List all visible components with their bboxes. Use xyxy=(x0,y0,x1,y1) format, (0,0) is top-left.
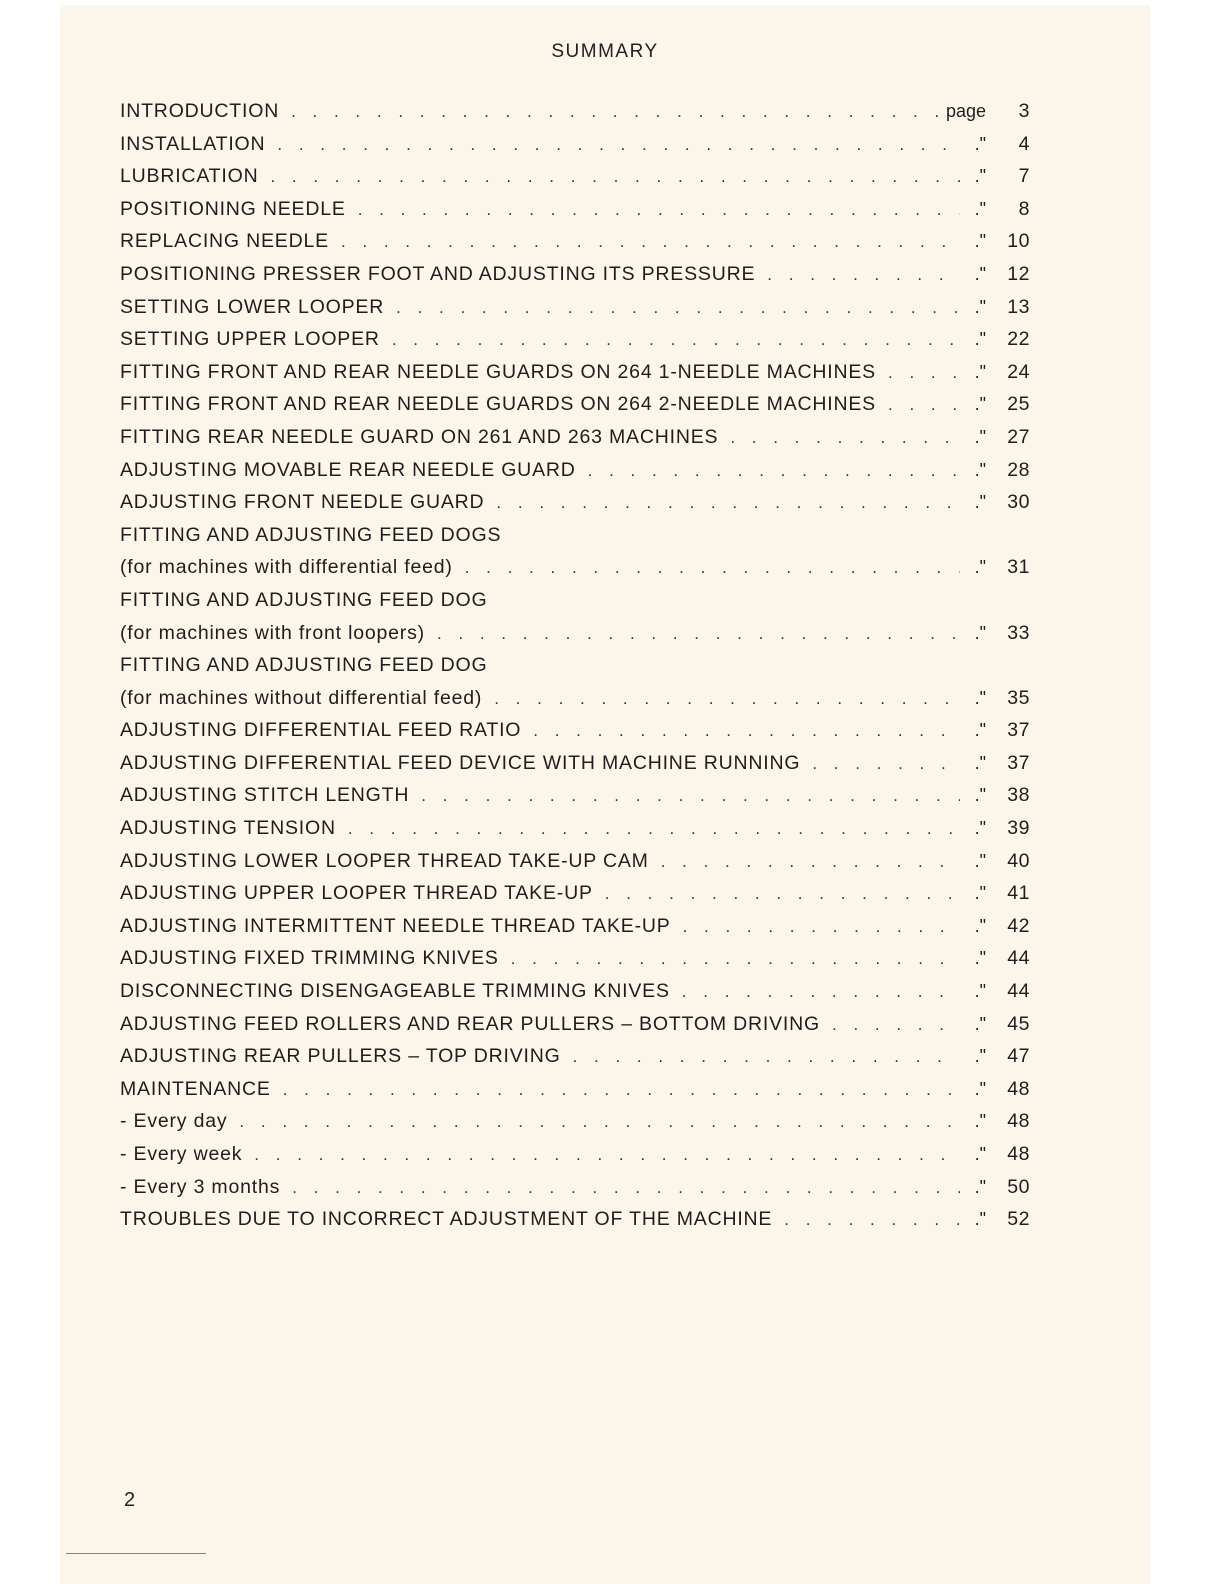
toc-entry xyxy=(120,524,1030,557)
toc-page-number: 30 xyxy=(1007,491,1030,514)
toc-entry-title: ADJUSTING DIFFERENTIAL FEED DEVICE WITH MACHINE RUNNING xyxy=(120,751,801,774)
toc-page-prefix: ." xyxy=(974,492,986,513)
dot-leader xyxy=(396,298,960,318)
toc-page-number: 24 xyxy=(1007,360,1030,383)
toc-entry xyxy=(120,1110,1030,1143)
toc-entry xyxy=(120,654,1030,687)
page-number: 2 xyxy=(124,1489,136,1511)
dot-leader xyxy=(277,135,960,155)
toc-entry xyxy=(120,459,1030,492)
toc-entry-title: FITTING FRONT AND REAR NEEDLE GUARDS ON 264 1-NEEDLE MACHINES xyxy=(120,360,876,383)
toc-page-number: 33 xyxy=(1007,621,1030,644)
toc-page-number: 50 xyxy=(1007,1175,1030,1198)
toc-page-number: 40 xyxy=(1007,849,1030,872)
dot-leader xyxy=(533,721,960,741)
dot-leader xyxy=(812,754,960,774)
dot-leader xyxy=(682,982,960,1002)
dot-leader xyxy=(605,884,960,904)
toc-page-number: 39 xyxy=(1007,817,1030,840)
dot-leader xyxy=(767,265,960,285)
toc-page-number: 35 xyxy=(1007,686,1030,709)
toc-entry xyxy=(120,817,1030,850)
toc-page-number: 13 xyxy=(1007,295,1030,318)
toc-page-number: 37 xyxy=(1007,751,1030,774)
toc-entry xyxy=(120,556,1030,589)
dot-leader xyxy=(421,786,960,806)
dot-leader xyxy=(239,1112,960,1132)
toc-page-prefix: ." xyxy=(974,459,986,480)
toc-page-prefix: ." xyxy=(974,166,986,187)
dot-leader xyxy=(341,232,960,252)
toc-page-number: 7 xyxy=(1018,165,1030,188)
toc-page-number: 48 xyxy=(1007,1110,1030,1133)
toc-entry xyxy=(120,622,1030,655)
toc-entry-title: (for machines with differential feed) xyxy=(120,556,453,579)
dot-leader xyxy=(358,200,960,220)
toc-page-prefix: ." xyxy=(974,1144,986,1164)
toc-page-prefix: ." xyxy=(974,426,986,447)
dot-leader xyxy=(511,949,960,969)
toc-page-prefix: ." xyxy=(974,296,986,317)
dot-leader xyxy=(292,1178,960,1198)
toc-entry-title: LUBRICATION xyxy=(120,165,259,188)
toc-entry xyxy=(120,328,1030,361)
toc-page-prefix: ." xyxy=(974,981,986,1002)
toc-page-number: 45 xyxy=(1007,1012,1030,1035)
toc-entry-title: - Every week xyxy=(120,1143,243,1165)
toc-page-prefix: ." xyxy=(974,720,986,741)
dot-leader xyxy=(254,1145,960,1165)
toc-entry-title: - Every day xyxy=(120,1110,228,1133)
toc-entry xyxy=(120,784,1030,817)
dot-leader xyxy=(392,330,960,350)
toc-entry-title: FITTING AND ADJUSTING FEED DOGS xyxy=(120,523,502,546)
toc-entry xyxy=(120,263,1030,296)
toc-entry xyxy=(120,1013,1030,1046)
toc-page-prefix: ." xyxy=(974,752,986,773)
toc-entry-title: FITTING AND ADJUSTING FEED DOG xyxy=(120,588,488,611)
toc-page-prefix: ." xyxy=(974,263,986,284)
toc-page-number: 38 xyxy=(1007,784,1030,807)
toc-entry xyxy=(120,1208,1030,1241)
dot-leader xyxy=(661,852,960,872)
toc-entry-title: ADJUSTING FRONT NEEDLE GUARD xyxy=(120,491,485,514)
toc-page-number: 28 xyxy=(1007,458,1030,481)
toc-page-prefix: ." xyxy=(974,785,986,806)
toc-entry-title: ADJUSTING DIFFERENTIAL FEED RATIO xyxy=(120,719,522,742)
toc-page-number: 25 xyxy=(1007,393,1030,416)
toc-page-prefix: ." xyxy=(974,557,986,578)
toc-entry-title: ADJUSTING UPPER LOOPER THREAD TAKE-UP xyxy=(120,882,593,905)
toc-entry-title: FITTING FRONT AND REAR NEEDLE GUARDS ON 264 2-NEEDLE MACHINES xyxy=(120,393,876,416)
toc-page-prefix: ." xyxy=(974,850,986,871)
toc-page-prefix: ." xyxy=(974,818,986,839)
toc-page-number: 37 xyxy=(1007,719,1030,742)
dot-leader xyxy=(270,167,960,187)
toc-entry xyxy=(120,915,1030,948)
toc-entry xyxy=(120,133,1030,166)
dot-leader xyxy=(888,395,960,415)
toc-page-number: 12 xyxy=(1007,262,1030,285)
dot-leader xyxy=(573,1047,960,1067)
toc-entry xyxy=(120,198,1030,231)
footer-rule xyxy=(66,1553,206,1554)
dot-leader xyxy=(494,689,960,709)
toc-entry xyxy=(120,361,1030,394)
toc-entry-title: FITTING AND ADJUSTING FEED DOG xyxy=(120,654,488,677)
dot-leader xyxy=(291,102,942,122)
toc-entry-title: INSTALLATION xyxy=(120,132,266,155)
toc-page-number: 47 xyxy=(1007,1045,1030,1068)
toc-entry-title: ADJUSTING FEED ROLLERS AND REAR PULLERS – BOTTOM DRIVING xyxy=(120,1012,820,1035)
toc-entry-title: (for machines with front loopers) xyxy=(120,621,425,644)
toc-page-number: 31 xyxy=(1007,556,1030,579)
toc-page-prefix: ." xyxy=(974,1111,986,1132)
toc-entry-title: - Every 3 months xyxy=(120,1175,281,1198)
toc-entry-title: POSITIONING PRESSER FOOT AND ADJUSTING ITS PRESSURE xyxy=(120,262,756,285)
toc-page-prefix: ." xyxy=(974,883,986,904)
toc-page-prefix: ." xyxy=(974,948,986,969)
toc-page-prefix: ." xyxy=(974,1078,986,1099)
toc-entry-title: ADJUSTING FIXED TRIMMING KNIVES xyxy=(120,947,499,970)
toc-entry xyxy=(120,393,1030,426)
toc-entry xyxy=(120,1078,1030,1111)
toc-entry-title: SETTING UPPER LOOPER xyxy=(120,328,380,351)
toc-entry xyxy=(120,947,1030,980)
dot-leader xyxy=(465,558,960,578)
toc-page-number: 41 xyxy=(1007,882,1030,905)
toc-entry xyxy=(120,230,1030,263)
toc-entry-title: ADJUSTING STITCH LENGTH xyxy=(120,784,410,807)
dot-leader xyxy=(283,1080,960,1100)
toc-entry xyxy=(120,719,1030,752)
dot-leader xyxy=(437,624,960,644)
toc-entry-title: SETTING LOWER LOOPER xyxy=(120,295,385,318)
toc-page-prefix: ." xyxy=(974,1046,986,1067)
dot-leader xyxy=(348,819,960,839)
toc-page-number: 22 xyxy=(1007,328,1030,351)
table-of-contents xyxy=(120,100,1030,1241)
toc-entry-title: INTRODUCTION xyxy=(120,100,280,122)
toc-page-prefix: ." xyxy=(974,361,986,382)
toc-entry-title: ADJUSTING MOVABLE REAR NEEDLE GUARD xyxy=(120,458,576,481)
toc-page-number: 3 xyxy=(1018,100,1030,122)
toc-entry xyxy=(120,850,1030,883)
toc-page-prefix: ." xyxy=(974,1176,986,1197)
toc-entry xyxy=(120,980,1030,1013)
toc-entry-title: ADJUSTING REAR PULLERS – TOP DRIVING xyxy=(120,1045,561,1068)
toc-entry-title: ADJUSTING INTERMITTENT NEEDLE THREAD TAKE-UP xyxy=(120,914,671,937)
toc-entry-title: DISCONNECTING DISENGAGEABLE TRIMMING KNIVES xyxy=(120,980,670,1003)
toc-entry-title: FITTING REAR NEEDLE GUARD ON 261 AND 263 MACHINES xyxy=(120,425,719,448)
toc-page-number: 44 xyxy=(1007,980,1030,1003)
toc-page-number: 8 xyxy=(1018,197,1030,220)
toc-entry xyxy=(120,882,1030,915)
toc-page-prefix: ." xyxy=(974,231,986,252)
toc-entry xyxy=(120,100,1030,133)
dot-leader xyxy=(683,917,960,937)
dot-leader xyxy=(588,461,960,481)
dot-leader xyxy=(888,363,960,383)
toc-entry xyxy=(120,752,1030,785)
toc-page-number: 48 xyxy=(1007,1143,1030,1165)
toc-page-number: 52 xyxy=(1007,1208,1030,1231)
toc-page-number: 42 xyxy=(1007,914,1030,937)
dot-leader xyxy=(832,1015,960,1035)
toc-entry-title: (for machines without differential feed) xyxy=(120,686,483,709)
toc-entry-title: REPLACING NEEDLE xyxy=(120,230,329,253)
toc-entry xyxy=(120,165,1030,198)
toc-page-prefix: ." xyxy=(974,687,986,708)
toc-entry xyxy=(120,1176,1030,1209)
toc-entry-title: POSITIONING NEEDLE xyxy=(120,197,346,220)
toc-page-number: 4 xyxy=(1018,132,1030,155)
toc-entry xyxy=(120,1045,1030,1078)
toc-entry-title: MAINTENANCE xyxy=(120,1077,271,1100)
toc-page-prefix: ." xyxy=(974,133,986,154)
dot-leader xyxy=(784,1210,960,1230)
toc-entry xyxy=(120,426,1030,459)
dot-leader xyxy=(730,428,960,448)
toc-page-prefix: ." xyxy=(974,394,986,415)
toc-page-prefix: ." xyxy=(974,1209,986,1230)
toc-entry xyxy=(120,687,1030,720)
toc-entry xyxy=(120,491,1030,524)
toc-entry-title: TROUBLES DUE TO INCORRECT ADJUSTMENT OF THE MACHINE xyxy=(120,1208,773,1231)
toc-entry xyxy=(120,296,1030,329)
toc-entry-title: ADJUSTING TENSION xyxy=(120,817,336,840)
toc-page-number: 44 xyxy=(1007,947,1030,970)
toc-entry xyxy=(120,589,1030,622)
toc-page-number: 48 xyxy=(1007,1077,1030,1100)
toc-page-prefix: ." xyxy=(974,622,986,643)
toc-page-prefix: ." xyxy=(974,915,986,936)
toc-page-prefix: page xyxy=(945,101,986,121)
toc-entry-title: ADJUSTING LOWER LOOPER THREAD TAKE-UP CAM xyxy=(120,849,649,872)
toc-page-number: 27 xyxy=(1007,425,1030,448)
page-title: SUMMARY xyxy=(551,41,659,62)
dot-leader xyxy=(496,493,960,513)
toc-page-number: 10 xyxy=(1007,230,1030,253)
toc-page-prefix: ." xyxy=(974,1013,986,1034)
toc-page-prefix: ." xyxy=(974,329,986,350)
toc-page-prefix: ." xyxy=(974,198,986,219)
document-page xyxy=(60,5,1150,1584)
toc-entry xyxy=(120,1143,1030,1176)
